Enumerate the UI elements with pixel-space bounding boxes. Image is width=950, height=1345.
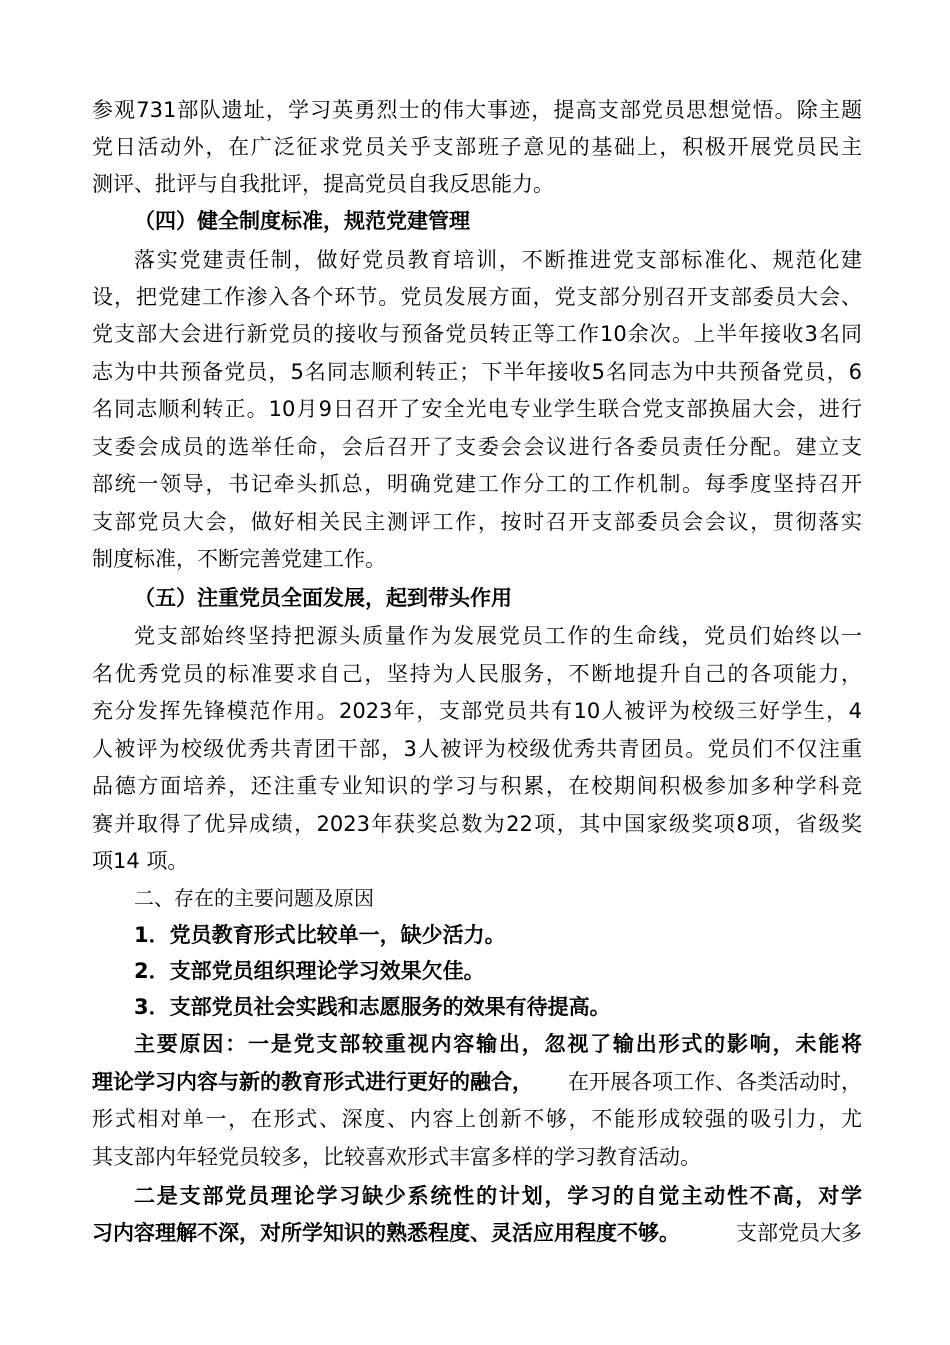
paragraph-line-mixed <box>92 1215 862 1252</box>
paragraph-line: 形式相对单一，在形式、深度、内容上创新不够，不能形成较强的吸引力，尤 <box>92 1107 862 1131</box>
paragraph-line: 赛并取得了优异成绩，2023年获奖总数为22项，其中国家级奖项8项，省级奖 <box>92 812 862 836</box>
paragraph-line: 党支部大会进行新党员的接收与预备党员转正等工作10余次。上半年接收3名同 <box>92 322 862 346</box>
paragraph-line: 名优秀党员的标准要求自己，坚持为人民服务，不断地提升自己的各项能力， <box>92 662 862 686</box>
paragraph-line: 支部党员大会，做好相关民主测评工作，按时召开支部委员会会议，贯彻落实 <box>92 510 862 534</box>
paragraph-line: 党日活动外，在广泛征求党员关乎支部班子意见的基础上，积极开展党员民主 <box>92 135 862 159</box>
paragraph-line: 品德方面培养，还注重专业知识的学习与积累，在校期间积极参加多种学科竞 <box>92 774 862 798</box>
paragraph-line: 设，把党建工作渗入各个环节。党员发展方面，党支部分别召开支部委员大会、 <box>92 285 862 309</box>
issue-item-1: 1．党员教育形式比较单一，缺少活力。 <box>134 923 506 947</box>
issue-item-2: 2．支部党员组织理论学习效果欠佳。 <box>134 959 485 983</box>
bold-text: 理论学习内容与新的教育形式进行更好的融合， <box>92 1070 533 1094</box>
issue-item-3: 3．支部党员社会实践和志愿服务的效果有待提高。 <box>134 995 611 1019</box>
bold-text: 主要原因：一是党支部较重视内容输出，忽视了输出形式的影响，未能将 <box>134 1032 862 1056</box>
paragraph-line: 参观731部队遗址，学习英勇烈士的伟大事迹，提高支部党员思想觉悟。除主题 <box>92 98 862 122</box>
paragraph-line: 落实党建责任制，做好党员教育培训，不断推进党支部标准化、规范化建 <box>134 248 862 272</box>
paragraph-line: 支委会成员的选举任命，会后召开了支委会会议进行各委员责任分配。建立支 <box>92 435 862 459</box>
paragraph-line: 其支部内年轻党员较多，比较喜欢形式丰富多样的学习教育活动。 <box>92 1145 701 1169</box>
bold-text: 二是支部党员理论学习缺少系统性的计划，学习的自觉主动性不高，对学 <box>134 1184 862 1208</box>
paragraph-line: 部统一领导，书记牵头抓总，明确党建工作分工的工作机制。每季度坚持召开 <box>92 472 862 496</box>
paragraph-line: 测评、批评与自我批评，提高党员自我反思能力。 <box>92 172 554 196</box>
paragraph-line-mixed <box>92 1064 862 1101</box>
paragraph-line: 志为中共预备党员，5名同志顺利转正；下半年接收5名同志为中共预备党员，6 <box>92 360 862 384</box>
paragraph-line: 党支部始终坚持把源头质量作为发展党员工作的生命线，党员们始终以一 <box>134 624 862 648</box>
paragraph-line: 名同志顺利转正。10月9日召开了安全光电专业学生联合党支部换届大会，进行 <box>92 397 862 421</box>
section-heading-5: （五）注重党员全面发展，起到带头作用 <box>134 586 512 610</box>
plain-text: 在开展各项工作、各类活动时， <box>568 1070 862 1094</box>
paragraph-line: 充分发挥先锋模范作用。2023年，支部党员共有10人被评为校级三好学生，4 <box>92 699 862 723</box>
paragraph-line: 制度标准，不断完善党建工作。 <box>92 547 386 571</box>
paragraph-line-bold <box>134 1178 862 1215</box>
paragraph-line-bold <box>134 1026 862 1063</box>
section-heading-4: （四）健全制度标准，规范党建管理 <box>134 209 470 233</box>
paragraph-line: 项14 项。 <box>92 849 189 873</box>
plain-text: 支部党员大多 <box>736 1221 862 1245</box>
bold-text: 习内容理解不深，对所学知识的熟悉程度、灵活应用程度不够。 <box>92 1221 680 1245</box>
paragraph-line: 人被评为校级优秀共青团干部，3人被评为校级优秀共青团员。党员们不仅注重 <box>92 737 862 761</box>
section-heading-issues: 二、存在的主要问题及原因 <box>134 886 374 910</box>
